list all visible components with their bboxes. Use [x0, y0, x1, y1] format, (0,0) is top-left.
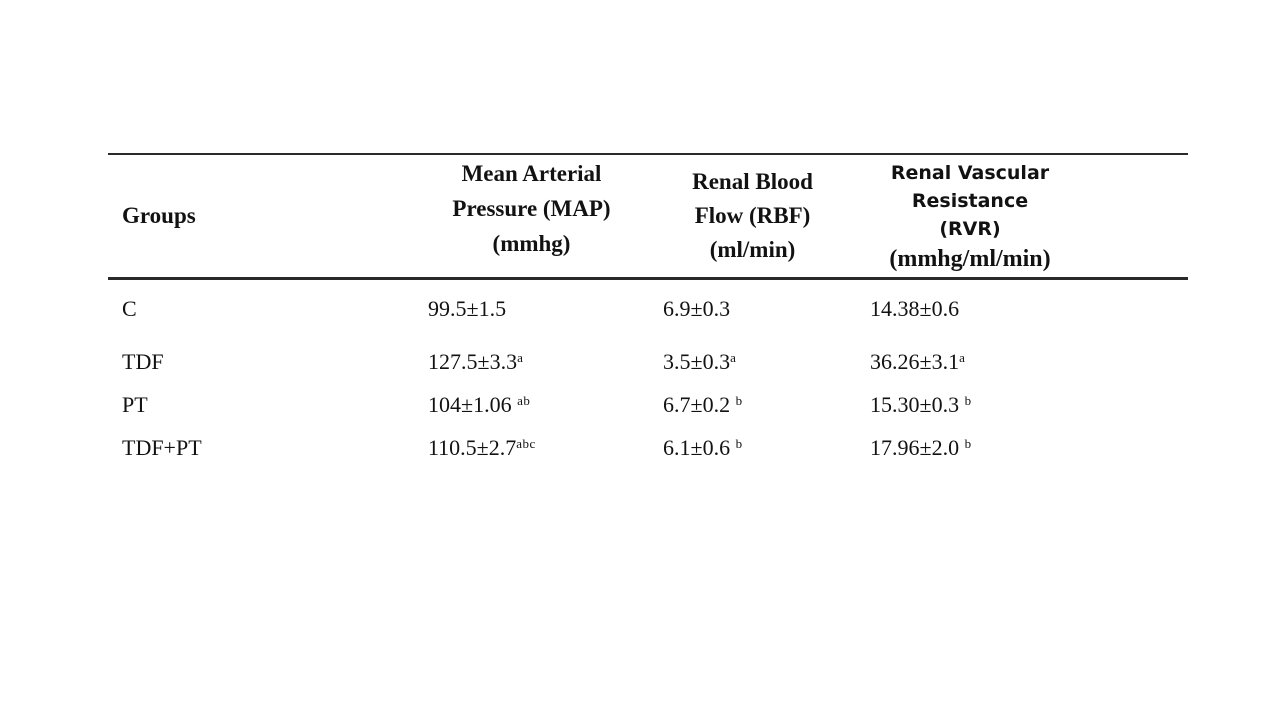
- column-header-groups-label: Groups: [122, 203, 196, 228]
- column-header-rvr: [870, 155, 1070, 277]
- column-header-rbf-line2: Flow (RBF): [694, 203, 811, 228]
- row-tdfpt-rvr-value: 17.96±2.0 $^b$: [870, 435, 972, 460]
- column-header-rvr-unit: (mmhg/ml/min): [889, 246, 1051, 272]
- column-header-rbf-line3: (ml/min): [709, 237, 796, 262]
- row-pt-group-label: PT: [122, 392, 148, 417]
- significance-superscript: b: [964, 436, 972, 451]
- significance-superscript: a: [730, 349, 737, 365]
- row-tdfpt-group-label: TDF+PT: [122, 435, 202, 460]
- significance-superscript: ab: [517, 393, 531, 408]
- significance-superscript: b: [964, 393, 972, 408]
- table-row-tdfpt: [108, 425, 1188, 471]
- table-header-row: [108, 155, 1188, 277]
- row-c-group-label: C: [122, 296, 137, 321]
- column-header-rvr-line1: Renal Vascular: [890, 162, 1050, 184]
- row-pt-map-value: 104±1.06 $^{ab}$: [428, 392, 531, 417]
- row-tdfpt-map-value: 110.5±2.7$^{abc}$: [428, 435, 536, 460]
- column-header-rbf-line1: Renal Blood: [692, 169, 813, 194]
- row-tdfpt-rbf-value: 6.1±0.6 $^b$: [663, 435, 743, 460]
- significance-superscript: a: [517, 349, 524, 365]
- column-header-map-line2: Pressure (MAP): [452, 196, 611, 221]
- significance-superscript: b: [735, 393, 743, 408]
- column-header-rvr-line3: (RVR): [939, 218, 1001, 240]
- row-filler: [1070, 338, 1188, 385]
- table-row-tdf: [108, 338, 1188, 385]
- row-tdf-map-value: 127.5±3.3$^a$: [428, 348, 524, 374]
- table-row-c: [108, 280, 1188, 338]
- row-c-rvr-value: 14.38±0.6: [870, 296, 960, 321]
- significance-superscript: b: [735, 436, 743, 451]
- column-header-map-line3: (mmhg): [492, 231, 571, 256]
- column-header-map-line1: Mean Arterial: [461, 161, 602, 186]
- column-header-rbf: [663, 155, 870, 277]
- row-filler: [1070, 385, 1188, 425]
- row-filler: [1070, 425, 1188, 471]
- row-pt-rbf-value: 6.7±0.2 $^b$: [663, 392, 743, 417]
- significance-superscript: abc: [516, 436, 536, 451]
- row-tdf-group-label: TDF: [122, 348, 164, 374]
- table-row-pt: [108, 385, 1188, 425]
- header-filler: [1070, 155, 1188, 277]
- significance-superscript: a: [959, 349, 966, 365]
- row-filler: [1070, 280, 1188, 338]
- row-c-rbf-value: 6.9±0.3: [663, 296, 731, 321]
- row-tdf-rvr-value: 36.26±3.1$^a$: [870, 348, 966, 374]
- column-header-map: [428, 155, 663, 277]
- column-header-groups: [108, 155, 428, 277]
- results-table: [108, 153, 1188, 471]
- row-pt-rvr-value: 15.30±0.3 $^b$: [870, 392, 972, 417]
- row-tdf-rbf-value: 3.5±0.3$^a$: [663, 348, 737, 374]
- column-header-rvr-line2: Resistance: [911, 190, 1029, 212]
- row-c-map-value: 99.5±1.5: [428, 296, 507, 321]
